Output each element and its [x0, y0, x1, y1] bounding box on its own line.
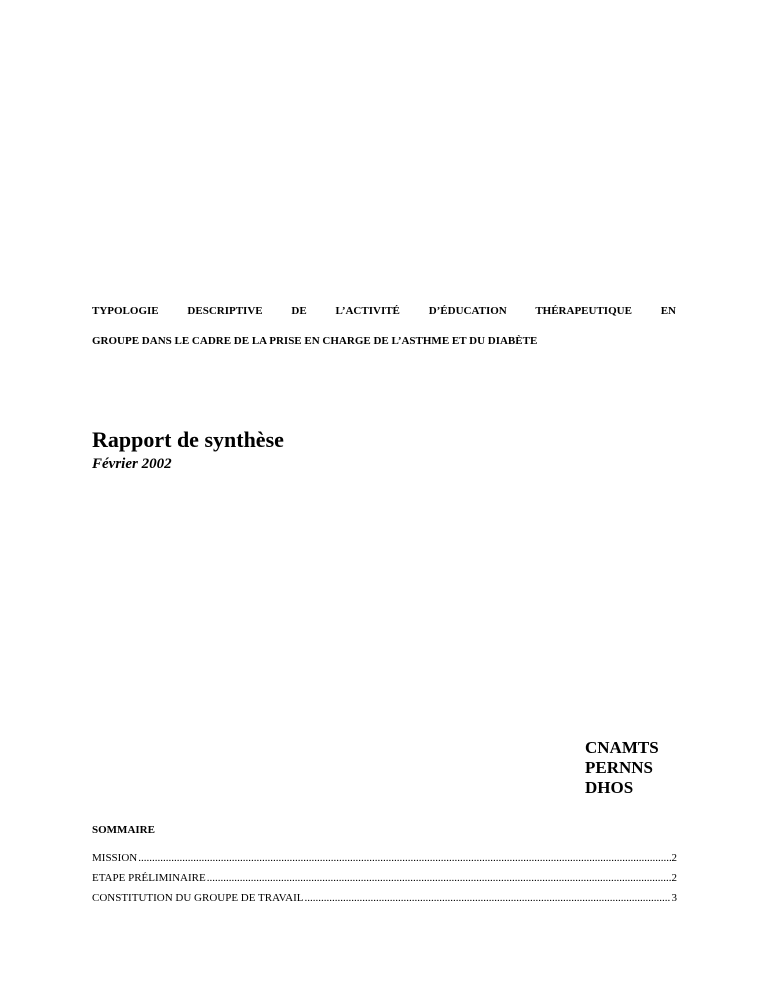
toc-entry-mission[interactable]	[92, 848, 677, 868]
organization-dhos: DHOS	[585, 778, 634, 797]
toc-entry-etape-preliminaire[interactable]	[92, 868, 677, 888]
toc-entry-label: MISSION	[92, 852, 138, 864]
toc-entry-page-number: 2	[671, 852, 677, 864]
organizations-block	[585, 738, 659, 798]
toc-entry-constitution-groupe[interactable]	[92, 888, 677, 908]
toc-entry-page-number: 3	[671, 892, 677, 904]
organization-cnamts: CNAMTS	[585, 738, 659, 757]
report-title: Rapport de synthèse	[92, 427, 284, 452]
toc-entry-label: ETAPE PRÉLIMINAIRE	[92, 872, 206, 884]
report-date: Février 2002	[92, 456, 172, 472]
document-title	[92, 296, 676, 356]
toc-dot-leader	[304, 888, 670, 908]
toc-dot-leader	[138, 848, 670, 868]
table-of-contents	[92, 848, 677, 908]
organization-pernns: PERNNS	[585, 758, 654, 777]
document-title-line-1: TYPOLOGIE DESCRIPTIVE DE L’ACTIVITÉ D’ÉDUCATION THÉRAPEUTIQUE EN	[92, 305, 676, 317]
toc-entry-label: CONSTITUTION DU GROUPE DE TRAVAIL	[92, 892, 304, 904]
toc-entry-page-number: 2	[671, 872, 677, 884]
document-title-line-2: GROUPE DANS LE CADRE DE LA PRISE EN CHARGE DE L’ASTHME ET DU DIABÈTE	[92, 335, 538, 347]
toc-dot-leader	[207, 868, 671, 888]
toc-heading: SOMMAIRE	[92, 824, 155, 836]
